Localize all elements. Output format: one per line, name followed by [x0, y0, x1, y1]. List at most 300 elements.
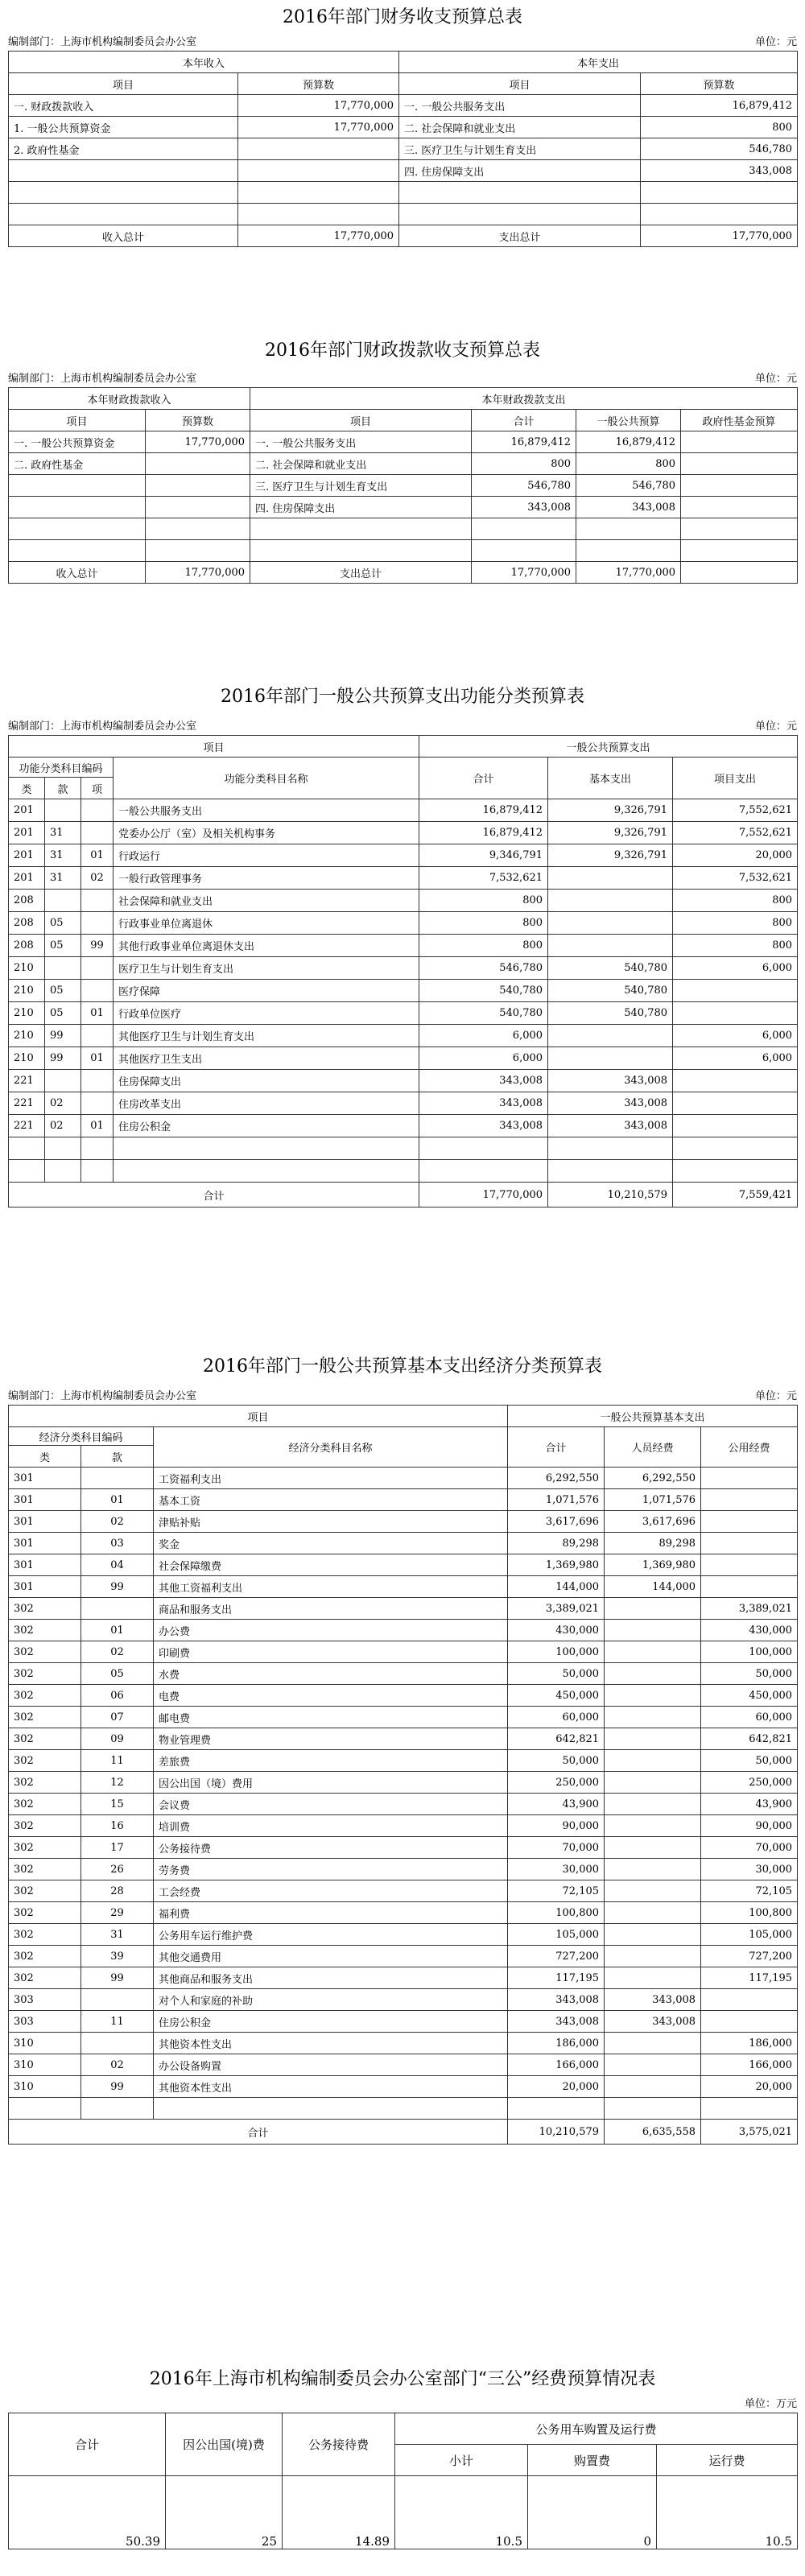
table-row [9, 1641, 798, 1663]
table-cell: 343,008 [548, 1070, 673, 1092]
table-cell [701, 1511, 798, 1533]
table-cell: 02 [81, 867, 114, 890]
table-cell: 02 [45, 1092, 81, 1115]
header-total: 合计 [508, 1427, 605, 1468]
table-cell [81, 822, 114, 844]
table-row [9, 1047, 798, 1070]
table-cell [9, 540, 146, 562]
table-cell: 546,780 [472, 475, 576, 497]
table-cell: 343,008 [419, 1115, 548, 1137]
table-cell [238, 160, 399, 182]
header-item: 项目 [399, 73, 641, 95]
table-row [9, 980, 798, 1002]
table-cell: 30,000 [508, 1859, 605, 1880]
table-cell: 社会保障缴费 [154, 1554, 508, 1576]
table-row [9, 1967, 798, 1989]
table-cell: 3,389,021 [701, 1598, 798, 1620]
table-cell: 90,000 [701, 1815, 798, 1837]
total-general: 17,770,000 [576, 562, 681, 584]
table-row [9, 1989, 798, 2011]
total: 17,770,000 [419, 1183, 548, 1208]
table-cell: 其他资本性支出 [154, 2033, 508, 2054]
table-cell [81, 912, 114, 935]
table-cell: 20,000 [673, 844, 798, 867]
table-cell [681, 431, 798, 453]
table-cell: 6,000 [673, 957, 798, 980]
table-cell: 303 [9, 2011, 81, 2033]
header-reception: 公务接待费 [283, 2413, 395, 2476]
table-cell: 物业管理费 [154, 1728, 508, 1750]
table-cell: 二. 政府性基金 [9, 453, 146, 475]
table-cell: 201 [9, 844, 45, 867]
table-cell: 31 [45, 822, 81, 844]
table-row [9, 1554, 798, 1576]
table-row [9, 453, 798, 475]
table-cell [114, 1137, 419, 1160]
table-cell: 727,200 [701, 1946, 798, 1967]
table-cell: 31 [45, 867, 81, 890]
table-cell: 培训费 [154, 1815, 508, 1837]
table-cell: 310 [9, 2054, 81, 2076]
table-cell: 6,000 [673, 1025, 798, 1047]
table-cell [472, 518, 576, 540]
table-cell: 17,770,000 [238, 117, 399, 138]
table-cell: 208 [9, 935, 45, 957]
table-cell: 800 [673, 935, 798, 957]
table-cell: 津贴补贴 [154, 1511, 508, 1533]
table-cell: 208 [9, 890, 45, 912]
table-cell: 302 [9, 1707, 81, 1728]
table-cell: 6,292,550 [605, 1468, 701, 1489]
table-row [9, 1533, 798, 1554]
table-cell [605, 1772, 701, 1794]
table-cell: 800 [419, 912, 548, 935]
table-cell [419, 1160, 548, 1183]
table-cell: 社会保障和就业支出 [114, 890, 419, 912]
table-cell [673, 1070, 798, 1092]
table-cell: 210 [9, 957, 45, 980]
table-row [9, 1620, 798, 1641]
table-cell: 343,008 [548, 1115, 673, 1137]
table-cell: 02 [81, 1511, 154, 1533]
table-cell [9, 204, 238, 225]
table-cell: 302 [9, 1772, 81, 1794]
table-cell: 奖金 [154, 1533, 508, 1554]
table-row [9, 1902, 798, 1924]
table-row [9, 1511, 798, 1533]
total-income: 17,770,000 [146, 562, 250, 584]
table-cell: 29 [81, 1902, 154, 1924]
table-cell: 医疗卫生与计划生育支出 [114, 957, 419, 980]
table-cell: 02 [81, 1641, 154, 1663]
table-cell: 行政运行 [114, 844, 419, 867]
value-abroad: 25 [166, 2476, 283, 2549]
table-cell [605, 1641, 701, 1663]
table-cell [605, 1924, 701, 1946]
table-cell: 1,071,576 [605, 1489, 701, 1511]
table-cell [701, 1576, 798, 1598]
table-cell: 301 [9, 1533, 81, 1554]
table-cell [548, 1160, 673, 1183]
table3-unit: 单位：元 [754, 720, 797, 733]
table-cell: 11 [81, 2011, 154, 2033]
table-row [9, 1489, 798, 1511]
table-cell: 302 [9, 1880, 81, 1902]
table-cell: 差旅费 [154, 1750, 508, 1772]
table-cell: 540,780 [419, 1002, 548, 1025]
table-cell: 9,326,791 [548, 844, 673, 867]
table-cell: 9,326,791 [548, 799, 673, 822]
table-row [9, 518, 798, 540]
table-cell: 印刷费 [154, 1641, 508, 1663]
table-row [9, 1728, 798, 1750]
table-cell: 其他资本性支出 [154, 2076, 508, 2098]
table-cell: 基本工资 [154, 1489, 508, 1511]
table-cell: 01 [81, 844, 114, 867]
table-row [9, 912, 798, 935]
header-budget: 预算数 [146, 410, 250, 431]
table-cell [605, 1902, 701, 1924]
header-fund: 政府性基金预算 [681, 410, 798, 431]
table-cell: 四. 住房保障支出 [399, 160, 641, 182]
table-row [9, 475, 798, 497]
table2-org: 编制部门：上海市机构编制委员会办公室 [8, 373, 197, 385]
table-cell [45, 799, 81, 822]
table-cell [146, 453, 250, 475]
table-cell: 05 [45, 1002, 81, 1025]
table-cell [81, 1092, 114, 1115]
table-cell: 3,389,021 [508, 1598, 605, 1620]
header-purchase: 购置费 [528, 2445, 657, 2476]
table-cell: 166,000 [508, 2054, 605, 2076]
table2 [8, 387, 798, 584]
table-cell [238, 138, 399, 160]
table-row [9, 1815, 798, 1837]
table-row [9, 204, 798, 225]
table-cell: 117,195 [701, 1967, 798, 1989]
table-cell: 行政事业单位离退休 [114, 912, 419, 935]
table1-title: 2016年部门财务收支预算总表 [283, 7, 522, 27]
table-cell: 221 [9, 1092, 45, 1115]
table-cell: 01 [81, 1047, 114, 1070]
table-cell: 210 [9, 980, 45, 1002]
table-cell: 310 [9, 2033, 81, 2054]
table-cell: 17,770,000 [146, 431, 250, 453]
table-cell: 800 [673, 912, 798, 935]
table-cell [701, 2098, 798, 2120]
table-cell: 31 [45, 844, 81, 867]
header-total: 合计 [9, 2413, 166, 2476]
table-cell [548, 1137, 673, 1160]
table-cell [472, 540, 576, 562]
table-cell: 100,800 [701, 1902, 798, 1924]
table-cell [45, 1070, 81, 1092]
table-cell: 301 [9, 1511, 81, 1533]
table-cell: 05 [81, 1663, 154, 1685]
table-cell: 39 [81, 1946, 154, 1967]
table-cell: 70,000 [701, 1837, 798, 1859]
value-total: 50.39 [9, 2476, 166, 2549]
table-cell [576, 518, 681, 540]
table-cell: 住房改革支出 [114, 1092, 419, 1115]
table-cell: 800 [419, 890, 548, 912]
table5-meta [8, 2395, 797, 2413]
table-cell: 301 [9, 1468, 81, 1489]
table-row [9, 2054, 798, 2076]
table-cell: 会议费 [154, 1794, 508, 1815]
table-cell [9, 160, 238, 182]
header-kuan: 款 [81, 1446, 154, 1468]
table-cell: 05 [45, 935, 81, 957]
table-cell [605, 2054, 701, 2076]
total-personnel: 6,635,558 [605, 2120, 701, 2145]
table-cell: 16 [81, 1815, 154, 1837]
table2-section [8, 336, 797, 584]
table-cell: 60,000 [701, 1707, 798, 1728]
table-cell: 302 [9, 1750, 81, 1772]
header-general: 一般公共预算 [576, 410, 681, 431]
table-row [9, 2033, 798, 2054]
table-cell: 其他行政事业单位离退休支出 [114, 935, 419, 957]
table4-meta [8, 1387, 797, 1405]
table-row [9, 1859, 798, 1880]
table-cell [81, 1137, 114, 1160]
table3-section [8, 683, 797, 1208]
table-row [9, 1070, 798, 1092]
table-cell: 302 [9, 1685, 81, 1707]
table-cell: 3,617,696 [605, 1511, 701, 1533]
header-income: 本年财政拨款收入 [9, 388, 250, 410]
table-cell: 546,780 [576, 475, 681, 497]
header-subtotal: 小计 [395, 2445, 528, 2476]
table5 [8, 2413, 798, 2549]
value-reception: 14.89 [283, 2476, 395, 2549]
table-cell: 201 [9, 799, 45, 822]
table-cell: 450,000 [701, 1685, 798, 1707]
table-cell [9, 1160, 45, 1183]
table3-org: 编制部门：上海市机构编制委员会办公室 [8, 720, 197, 733]
total-total: 17,770,000 [472, 562, 576, 584]
table-cell [81, 1598, 154, 1620]
value-subtotal: 10.5 [395, 2476, 528, 2549]
table-cell: 一. 一般公共服务支出 [399, 95, 641, 117]
table-cell [681, 475, 798, 497]
table-cell [250, 518, 472, 540]
header-item: 项目 [9, 736, 419, 758]
header-item: 项目 [250, 410, 472, 431]
table-cell: 221 [9, 1070, 45, 1092]
table-cell: 党委办公厅（室）及相关机构事务 [114, 822, 419, 844]
table-cell: 302 [9, 1902, 81, 1924]
table-row [9, 1663, 798, 1685]
table-cell: 99 [81, 1967, 154, 1989]
table-cell [605, 1794, 701, 1815]
table-cell: 72,105 [508, 1880, 605, 1902]
table-cell: 99 [45, 1025, 81, 1047]
table-cell: 343,008 [419, 1092, 548, 1115]
table-cell: 50,000 [508, 1663, 605, 1685]
table3 [8, 735, 798, 1208]
table-cell: 302 [9, 1728, 81, 1750]
table-cell [81, 2033, 154, 2054]
table-cell: 100,800 [508, 1902, 605, 1924]
table-cell: 302 [9, 1620, 81, 1641]
table-cell [508, 2098, 605, 2120]
table-cell: 16,879,412 [419, 822, 548, 844]
table-cell [681, 497, 798, 518]
table-cell [81, 957, 114, 980]
table-row [9, 1576, 798, 1598]
table-row [9, 1707, 798, 1728]
table-cell: 对个人和家庭的补助 [154, 1989, 508, 2011]
table-cell: 301 [9, 1576, 81, 1598]
table-cell [9, 497, 146, 518]
table-cell: 四. 住房保障支出 [250, 497, 472, 518]
table-row [9, 1924, 798, 1946]
table-cell: 水费 [154, 1663, 508, 1685]
table-cell [673, 1092, 798, 1115]
table-cell [576, 540, 681, 562]
table-cell: 6,000 [419, 1025, 548, 1047]
value-operate: 10.5 [657, 2476, 798, 2549]
table-row [9, 117, 798, 138]
table-cell: 800 [419, 935, 548, 957]
header-expense: 本年财政拨款支出 [250, 388, 798, 410]
table-cell: 01 [81, 1115, 114, 1137]
table-cell: 540,780 [419, 980, 548, 1002]
table-row [9, 540, 798, 562]
table-cell: 70,000 [508, 1837, 605, 1859]
table-cell: 20,000 [701, 2076, 798, 2098]
table-row [9, 867, 798, 890]
table-cell: 310 [9, 2076, 81, 2098]
table-cell [605, 1880, 701, 1902]
header-operate: 运行费 [657, 2445, 798, 2476]
table-cell [681, 453, 798, 475]
table-cell [45, 890, 81, 912]
table-cell: 16,879,412 [472, 431, 576, 453]
table-cell [605, 2098, 701, 2120]
table-cell: 302 [9, 1815, 81, 1837]
table-cell [548, 890, 673, 912]
table-cell [701, 2011, 798, 2033]
table-cell: 一. 财政拨款收入 [9, 95, 238, 117]
table-cell [250, 540, 472, 562]
table-cell: 7,552,621 [673, 799, 798, 822]
table-cell: 其他医疗卫生支出 [114, 1047, 419, 1070]
table-cell: 一. 一般公共预算资金 [9, 431, 146, 453]
header-project: 项目支出 [673, 758, 798, 799]
table-cell: 一般行政管理事务 [114, 867, 419, 890]
table3-title: 2016年部门一般公共预算支出功能分类预算表 [221, 687, 584, 707]
table-cell: 221 [9, 1115, 45, 1137]
header-car: 公务用车购置及运行费 [395, 2413, 798, 2445]
table-cell: 1. 一般公共预算资金 [9, 117, 238, 138]
table-cell: 546,780 [419, 957, 548, 980]
table-cell: 302 [9, 1663, 81, 1685]
table-cell: 12 [81, 1772, 154, 1794]
table-cell [81, 1070, 114, 1092]
table-cell: 800 [576, 453, 681, 475]
table-cell [45, 1160, 81, 1183]
header-expense: 本年支出 [399, 52, 798, 73]
table4-org: 编制部门：上海市机构编制委员会办公室 [8, 1390, 197, 1402]
table-cell: 工资福利支出 [154, 1468, 508, 1489]
table-cell [605, 1707, 701, 1728]
table-cell: 201 [9, 867, 45, 890]
table-cell: 9,346,791 [419, 844, 548, 867]
table-cell [399, 204, 641, 225]
table-cell: 250,000 [701, 1772, 798, 1794]
table-cell: 2. 政府性基金 [9, 138, 238, 160]
table-cell [605, 1967, 701, 1989]
total-income-label: 收入总计 [9, 562, 146, 584]
table-cell [146, 475, 250, 497]
table1-section [8, 3, 797, 247]
table-cell: 99 [81, 935, 114, 957]
table-cell [45, 1137, 81, 1160]
table-row [9, 1092, 798, 1115]
table-row [9, 1002, 798, 1025]
table-row [9, 431, 798, 453]
table-cell: 16,879,412 [641, 95, 798, 117]
table-cell: 16,879,412 [419, 799, 548, 822]
table-cell [81, 1468, 154, 1489]
table-cell: 6,000 [673, 1047, 798, 1070]
table-cell [146, 518, 250, 540]
table-cell: 208 [9, 912, 45, 935]
table-cell: 800 [673, 890, 798, 912]
header-right: 一般公共预算支出 [419, 736, 798, 758]
table-cell [701, 1468, 798, 1489]
table-cell: 642,821 [701, 1728, 798, 1750]
table4-section [8, 1352, 797, 2145]
table-cell: 50,000 [701, 1663, 798, 1685]
total: 10,210,579 [508, 2120, 605, 2145]
table-cell: 99 [81, 2076, 154, 2098]
table-cell [81, 1160, 114, 1183]
table-cell [605, 1620, 701, 1641]
table-cell [605, 2076, 701, 2098]
table-cell [548, 912, 673, 935]
header-item: 项目 [9, 410, 146, 431]
table-cell [641, 204, 798, 225]
table-cell: 105,000 [508, 1924, 605, 1946]
table-row [9, 160, 798, 182]
table-cell: 1,071,576 [508, 1489, 605, 1511]
table-cell: 50,000 [701, 1750, 798, 1772]
table-cell: 90,000 [508, 1815, 605, 1837]
header-total: 合计 [419, 758, 548, 799]
table-cell: 28 [81, 1880, 154, 1902]
table-cell [548, 1047, 673, 1070]
table-cell: 642,821 [508, 1728, 605, 1750]
table-cell: 一般公共服务支出 [114, 799, 419, 822]
header-budget: 预算数 [238, 73, 399, 95]
table-cell [605, 1685, 701, 1707]
table2-meta [8, 369, 797, 387]
table-cell: 因公出国（境）费用 [154, 1772, 508, 1794]
table4-unit: 单位：元 [754, 1390, 797, 1402]
total-fund [681, 562, 798, 584]
table2-title: 2016年部门财政拨款收支预算总表 [265, 341, 540, 361]
table-row [9, 2011, 798, 2033]
total-public: 3,575,021 [701, 2120, 798, 2145]
table-row [9, 1837, 798, 1859]
table-cell: 07 [81, 1707, 154, 1728]
table-cell: 09 [81, 1728, 154, 1750]
table-cell [9, 2098, 81, 2120]
